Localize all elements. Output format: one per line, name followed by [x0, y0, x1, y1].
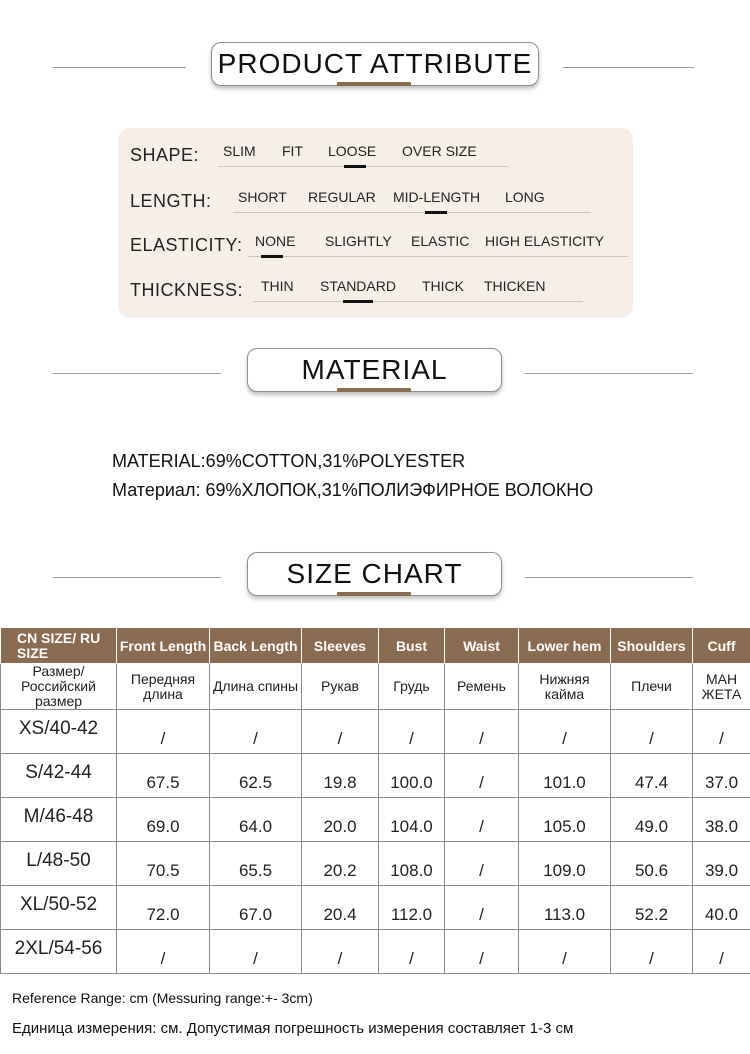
measurement-cell: 40.0 [693, 886, 750, 930]
header-cell: Back Length [210, 628, 302, 664]
measurement-cell: / [611, 930, 693, 974]
measurement-cell: / [302, 710, 379, 754]
measurement-cell: 101.0 [519, 754, 611, 798]
measurement-cell: 20.4 [302, 886, 379, 930]
table-row [1, 710, 750, 754]
measurement-cell: 62.5 [210, 754, 302, 798]
measurement-cell: 37.0 [693, 754, 750, 798]
attr-underline [253, 301, 583, 302]
section-title: SIZE CHART [247, 552, 502, 596]
header-cell: Грудь [379, 664, 445, 710]
measurement-cell: 52.2 [611, 886, 693, 930]
measurement-cell: 20.2 [302, 842, 379, 886]
header-cell: Размер/ Российский размер [1, 664, 117, 710]
attr-underline [248, 256, 628, 257]
product-attribute-header [0, 42, 750, 92]
measurement-cell: / [302, 930, 379, 974]
measurement-cell: / [117, 930, 210, 974]
header-cell: МАН ЖЕТА [693, 664, 750, 710]
measurement-cell: / [519, 930, 611, 974]
attribute-panel [118, 128, 633, 318]
header-cell: Cuff [693, 628, 750, 664]
measurement-cell: 38.0 [693, 798, 750, 842]
title-accent [337, 592, 411, 596]
measurement-cell: 70.5 [117, 842, 210, 886]
size-label-cell: 2XL/54-56 [1, 930, 117, 974]
measurement-cell: 109.0 [519, 842, 611, 886]
material-header [0, 348, 750, 398]
attr-option: THIN [261, 278, 294, 294]
measurement-cell: / [117, 710, 210, 754]
divider-right [525, 577, 693, 578]
measurement-cell: 47.4 [611, 754, 693, 798]
attr-option-selected: MID-LENGTH [393, 189, 481, 205]
size-rows [1, 710, 750, 974]
attr-option: THICK [422, 278, 464, 294]
attr-option: SLIM [223, 143, 256, 159]
measurement-cell: 113.0 [519, 886, 611, 930]
measurement-cell: 19.8 [302, 754, 379, 798]
measurement-cell: 104.0 [379, 798, 445, 842]
attr-option: SLIGHTLY [325, 233, 392, 249]
attr-label: LENGTH: [130, 191, 212, 211]
measurement-cell: / [519, 710, 611, 754]
table-row [1, 886, 750, 930]
divider-right [525, 373, 693, 374]
selected-mark [343, 300, 373, 303]
measurement-cell: / [379, 710, 445, 754]
attr-option: LONG [505, 189, 545, 205]
attr-label: ELASTICITY: [130, 235, 243, 255]
divider-left [53, 67, 186, 68]
measurement-cell: / [445, 754, 519, 798]
header-cell: Waist [445, 628, 519, 664]
attr-row-shape [130, 143, 630, 173]
header-cell: Ремень [445, 664, 519, 710]
table-row [1, 930, 750, 974]
attr-option: OVER SIZE [402, 143, 477, 159]
attr-underline [233, 212, 591, 213]
attr-option: FIT [282, 143, 303, 159]
header-cell: Нижняя кайма [519, 664, 611, 710]
selected-mark [344, 165, 366, 168]
measurement-cell: / [445, 798, 519, 842]
size-label-cell: XS/40-42 [1, 710, 117, 754]
measurement-cell: 64.0 [210, 798, 302, 842]
measurement-cell: 65.5 [210, 842, 302, 886]
attr-option-selected: NONE [255, 233, 296, 249]
measurement-cell: / [445, 842, 519, 886]
section-title: MATERIAL [247, 348, 502, 392]
measurement-cell: / [693, 930, 750, 974]
attr-row-length [130, 189, 630, 219]
table-row [1, 842, 750, 886]
reference-range-note: Reference Range: cm (Messuring range:+- 3cm) [12, 990, 313, 1006]
measurement-cell: / [693, 710, 750, 754]
measurement-cell: / [210, 710, 302, 754]
table-header-ru [1, 664, 750, 710]
size-label-cell: M/46-48 [1, 798, 117, 842]
size-table [0, 627, 750, 974]
attr-row-elasticity [130, 233, 630, 263]
header-cell: Длина спины [210, 664, 302, 710]
measurement-cell: 72.0 [117, 886, 210, 930]
measurement-cell: 108.0 [379, 842, 445, 886]
measurement-cell: 39.0 [693, 842, 750, 886]
measurement-cell: / [379, 930, 445, 974]
measurement-cell: 112.0 [379, 886, 445, 930]
material-composition-en: MATERIAL:69%COTTON,31%POLYESTER [112, 451, 466, 471]
attr-label: THICKNESS: [130, 280, 244, 300]
measurement-cell: 105.0 [519, 798, 611, 842]
title-accent [337, 82, 411, 86]
table-row [1, 754, 750, 798]
attr-option-selected: STANDARD [320, 278, 396, 294]
section-title: PRODUCT ATTRIBUTE [211, 42, 539, 86]
selected-mark [261, 255, 283, 258]
measurement-cell: 69.0 [117, 798, 210, 842]
header-cell: CN SIZE/ RU SIZE [1, 628, 117, 664]
attr-row-thickness [130, 278, 630, 308]
attr-option: ELASTIC [411, 233, 470, 249]
divider-left [53, 577, 221, 578]
measurement-cell: 67.0 [210, 886, 302, 930]
measurement-cell: / [611, 710, 693, 754]
measurement-cell: / [445, 886, 519, 930]
measurement-cell: / [445, 710, 519, 754]
size-label-cell: S/42-44 [1, 754, 117, 798]
attr-option: THICKEN [484, 278, 546, 294]
header-cell: Lower hem [519, 628, 611, 664]
size-label-cell: L/48-50 [1, 842, 117, 886]
measurement-cell: 100.0 [379, 754, 445, 798]
divider-left [53, 373, 221, 374]
attr-label: SHAPE: [130, 145, 200, 165]
size-label-cell: XL/50-52 [1, 886, 117, 930]
measurement-cell: / [210, 930, 302, 974]
attr-option: HIGH ELASTICITY [485, 233, 605, 249]
attr-option: SHORT [238, 189, 287, 205]
table-header-en [1, 628, 750, 664]
table-row [1, 798, 750, 842]
measurement-cell: 49.0 [611, 798, 693, 842]
header-cell: Рукав [302, 664, 379, 710]
attr-option: REGULAR [308, 189, 376, 205]
size-chart-header [0, 552, 750, 602]
measurement-cell: 67.5 [117, 754, 210, 798]
header-cell: Bust [379, 628, 445, 664]
title-accent [337, 388, 411, 392]
selected-mark [425, 211, 447, 214]
header-cell: Sleeves [302, 628, 379, 664]
header-cell: Передняя длина [117, 664, 210, 710]
measurement-cell: / [445, 930, 519, 974]
header-cell: Front Length [117, 628, 210, 664]
attr-option-selected: LOOSE [328, 143, 377, 159]
measurement-cell: 20.0 [302, 798, 379, 842]
measurement-cell: 50.6 [611, 842, 693, 886]
material-composition-ru: Материал: 69%ХЛОПОК,31%ПОЛИЭФИРНОЕ ВОЛОКНО [112, 480, 594, 500]
divider-right [563, 67, 694, 68]
header-cell: Shoulders [611, 628, 693, 664]
header-cell: Плечи [611, 664, 693, 710]
measurement-note-ru: Единица измерения: см. Допустимая погрешность измерения составляет 1-3 см [12, 1020, 574, 1037]
